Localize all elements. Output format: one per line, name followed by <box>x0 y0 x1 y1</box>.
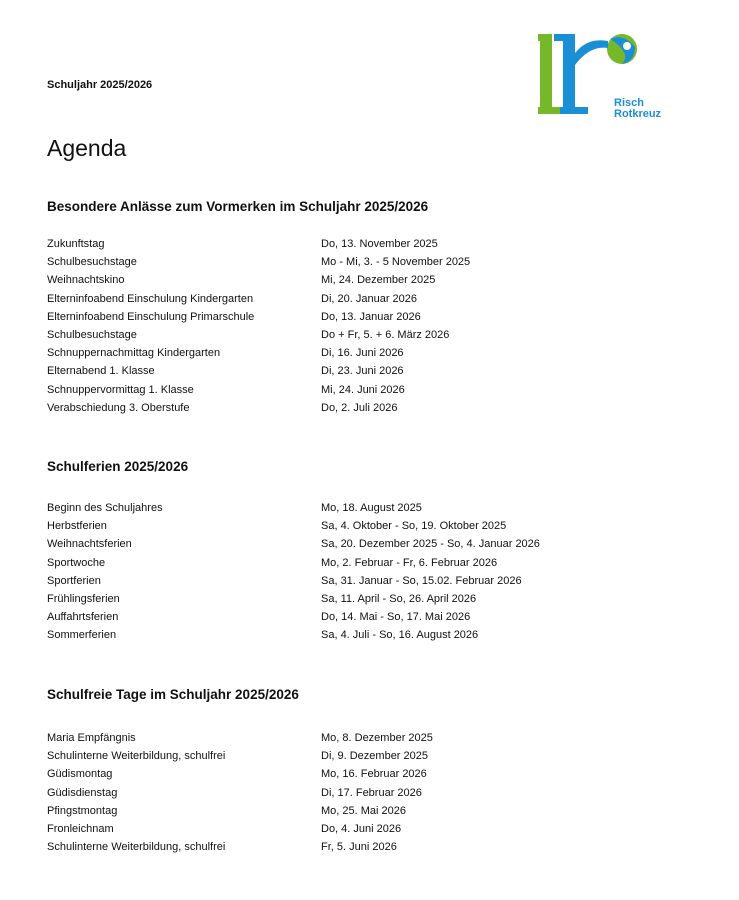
list-item <box>47 499 647 517</box>
item-date: Mo, 18. August 2025 <box>321 502 422 514</box>
item-label: Schulbesuchstage <box>47 256 137 269</box>
item-label: Schulinterne Weiterbildung, schulfrei <box>47 841 226 854</box>
section-heading-events: Besondere Anlässe zum Vormerken im Schuljahr 2025/2026 <box>47 199 429 214</box>
item-label: Herbstferien <box>47 520 107 533</box>
list-item <box>47 235 647 253</box>
item-label: Schulbesuchstage <box>47 328 137 341</box>
list-item <box>47 820 647 838</box>
list-item <box>47 362 647 380</box>
section-heading-days-off: Schulfreie Tage im Schuljahr 2025/2026 <box>47 687 299 702</box>
item-date: Mo - Mi, 3. - 5 November 2025 <box>321 256 471 269</box>
list-item <box>47 517 647 535</box>
list-item <box>47 344 647 362</box>
list-item <box>47 381 647 399</box>
item-label: Elterninfoabend Einschulung Primarschule <box>47 310 255 323</box>
logo-text-rotkreuz: Rotkreuz <box>614 108 662 120</box>
section-heading-holidays: Schulferien 2025/2026 <box>47 459 189 474</box>
list-item <box>47 802 647 820</box>
item-label: Maria Empfängnis <box>47 732 136 744</box>
list-item <box>47 253 647 271</box>
logo-text-risch: Risch <box>614 97 644 109</box>
holidays-list <box>47 499 647 645</box>
item-date: Mo, 16. Februar 2026 <box>321 768 427 781</box>
item-label: Verabschiedung 3. Oberstufe <box>47 401 190 414</box>
item-date: Di, 17. Februar 2026 <box>321 786 422 799</box>
list-item <box>47 590 647 608</box>
events-list <box>47 235 647 417</box>
list-item <box>47 784 647 802</box>
list-item <box>47 608 647 626</box>
item-label: Sportferien <box>47 574 101 587</box>
list-item <box>47 290 647 308</box>
item-date: Fr, 5. Juni 2026 <box>321 841 397 854</box>
list-item <box>47 326 647 344</box>
item-label: Frühlingsferien <box>47 592 120 605</box>
item-date: Sa, 4. Juli - So, 16. August 2026 <box>321 629 479 642</box>
item-label: Weihnachtsferien <box>47 538 132 551</box>
item-date: Do + Fr, 5. + 6. März 2026 <box>321 328 450 341</box>
item-date: Sa, 4. Oktober - So, 19. Oktober 2025 <box>321 520 507 533</box>
item-label: Pfingstmontag <box>47 804 118 817</box>
list-item <box>47 838 647 856</box>
item-date: Do, 4. Juni 2026 <box>321 822 402 835</box>
item-date: Do, 2. Juli 2026 <box>321 401 398 414</box>
item-label: Schnuppernachmittag Kindergarten <box>47 347 221 360</box>
item-label: Fronleichnam <box>47 822 114 835</box>
list-item <box>47 747 647 765</box>
item-date: Do, 13. Januar 2026 <box>321 310 421 323</box>
list-item <box>47 626 647 644</box>
item-date: Mo, 2. Februar - Fr, 6. Februar 2026 <box>321 556 498 569</box>
item-label: Auffahrtsferien <box>47 611 119 624</box>
item-label: Schnuppervormittag 1. Klasse <box>47 383 194 396</box>
item-date: Do, 13. November 2025 <box>321 238 438 250</box>
days-off-list <box>47 729 647 856</box>
school-year-label: Schuljahr 2025/2026 <box>47 79 153 91</box>
item-label: Zukunftstag <box>47 238 105 250</box>
list-item <box>47 271 647 289</box>
item-label: Sportwoche <box>47 556 106 569</box>
list-item <box>47 729 647 747</box>
list-item <box>47 399 647 417</box>
item-date: Sa, 31. Januar - So, 15.02. Februar 2026 <box>321 574 522 587</box>
item-date: Di, 9. Dezember 2025 <box>321 750 428 763</box>
item-date: Mi, 24. Dezember 2025 <box>321 274 436 287</box>
list-item <box>47 765 647 783</box>
list-item <box>47 308 647 326</box>
page-title: Agenda <box>47 135 127 161</box>
item-date: Sa, 11. April - So, 26. April 2026 <box>321 592 477 605</box>
list-item <box>47 535 647 553</box>
item-date: Mi, 24. Juni 2026 <box>321 383 405 396</box>
item-label: Sommerferien <box>47 629 117 642</box>
item-label: Weihnachtskino <box>47 274 125 287</box>
item-date: Di, 16. Juni 2026 <box>321 347 404 360</box>
item-label: Güdisdienstag <box>47 786 118 799</box>
item-date: Sa, 20. Dezember 2025 - So, 4. Januar 2026 <box>321 538 540 551</box>
item-label: Güdismontag <box>47 768 113 781</box>
item-date: Do, 14. Mai - So, 17. Mai 2026 <box>321 611 471 624</box>
item-label: Beginn des Schuljahres <box>47 502 163 514</box>
item-date: Mo, 8. Dezember 2025 <box>321 732 433 744</box>
item-label: Elternabend 1. Klasse <box>47 365 155 378</box>
list-item <box>47 554 647 572</box>
item-date: Mo, 25. Mai 2026 <box>321 804 406 817</box>
item-label: Schulinterne Weiterbildung, schulfrei <box>47 750 226 763</box>
item-label: Elterninfoabend Einschulung Kindergarten <box>47 292 254 305</box>
list-item <box>47 572 647 590</box>
item-date: Di, 23. Juni 2026 <box>321 365 404 378</box>
item-date: Di, 20. Januar 2026 <box>321 292 418 305</box>
